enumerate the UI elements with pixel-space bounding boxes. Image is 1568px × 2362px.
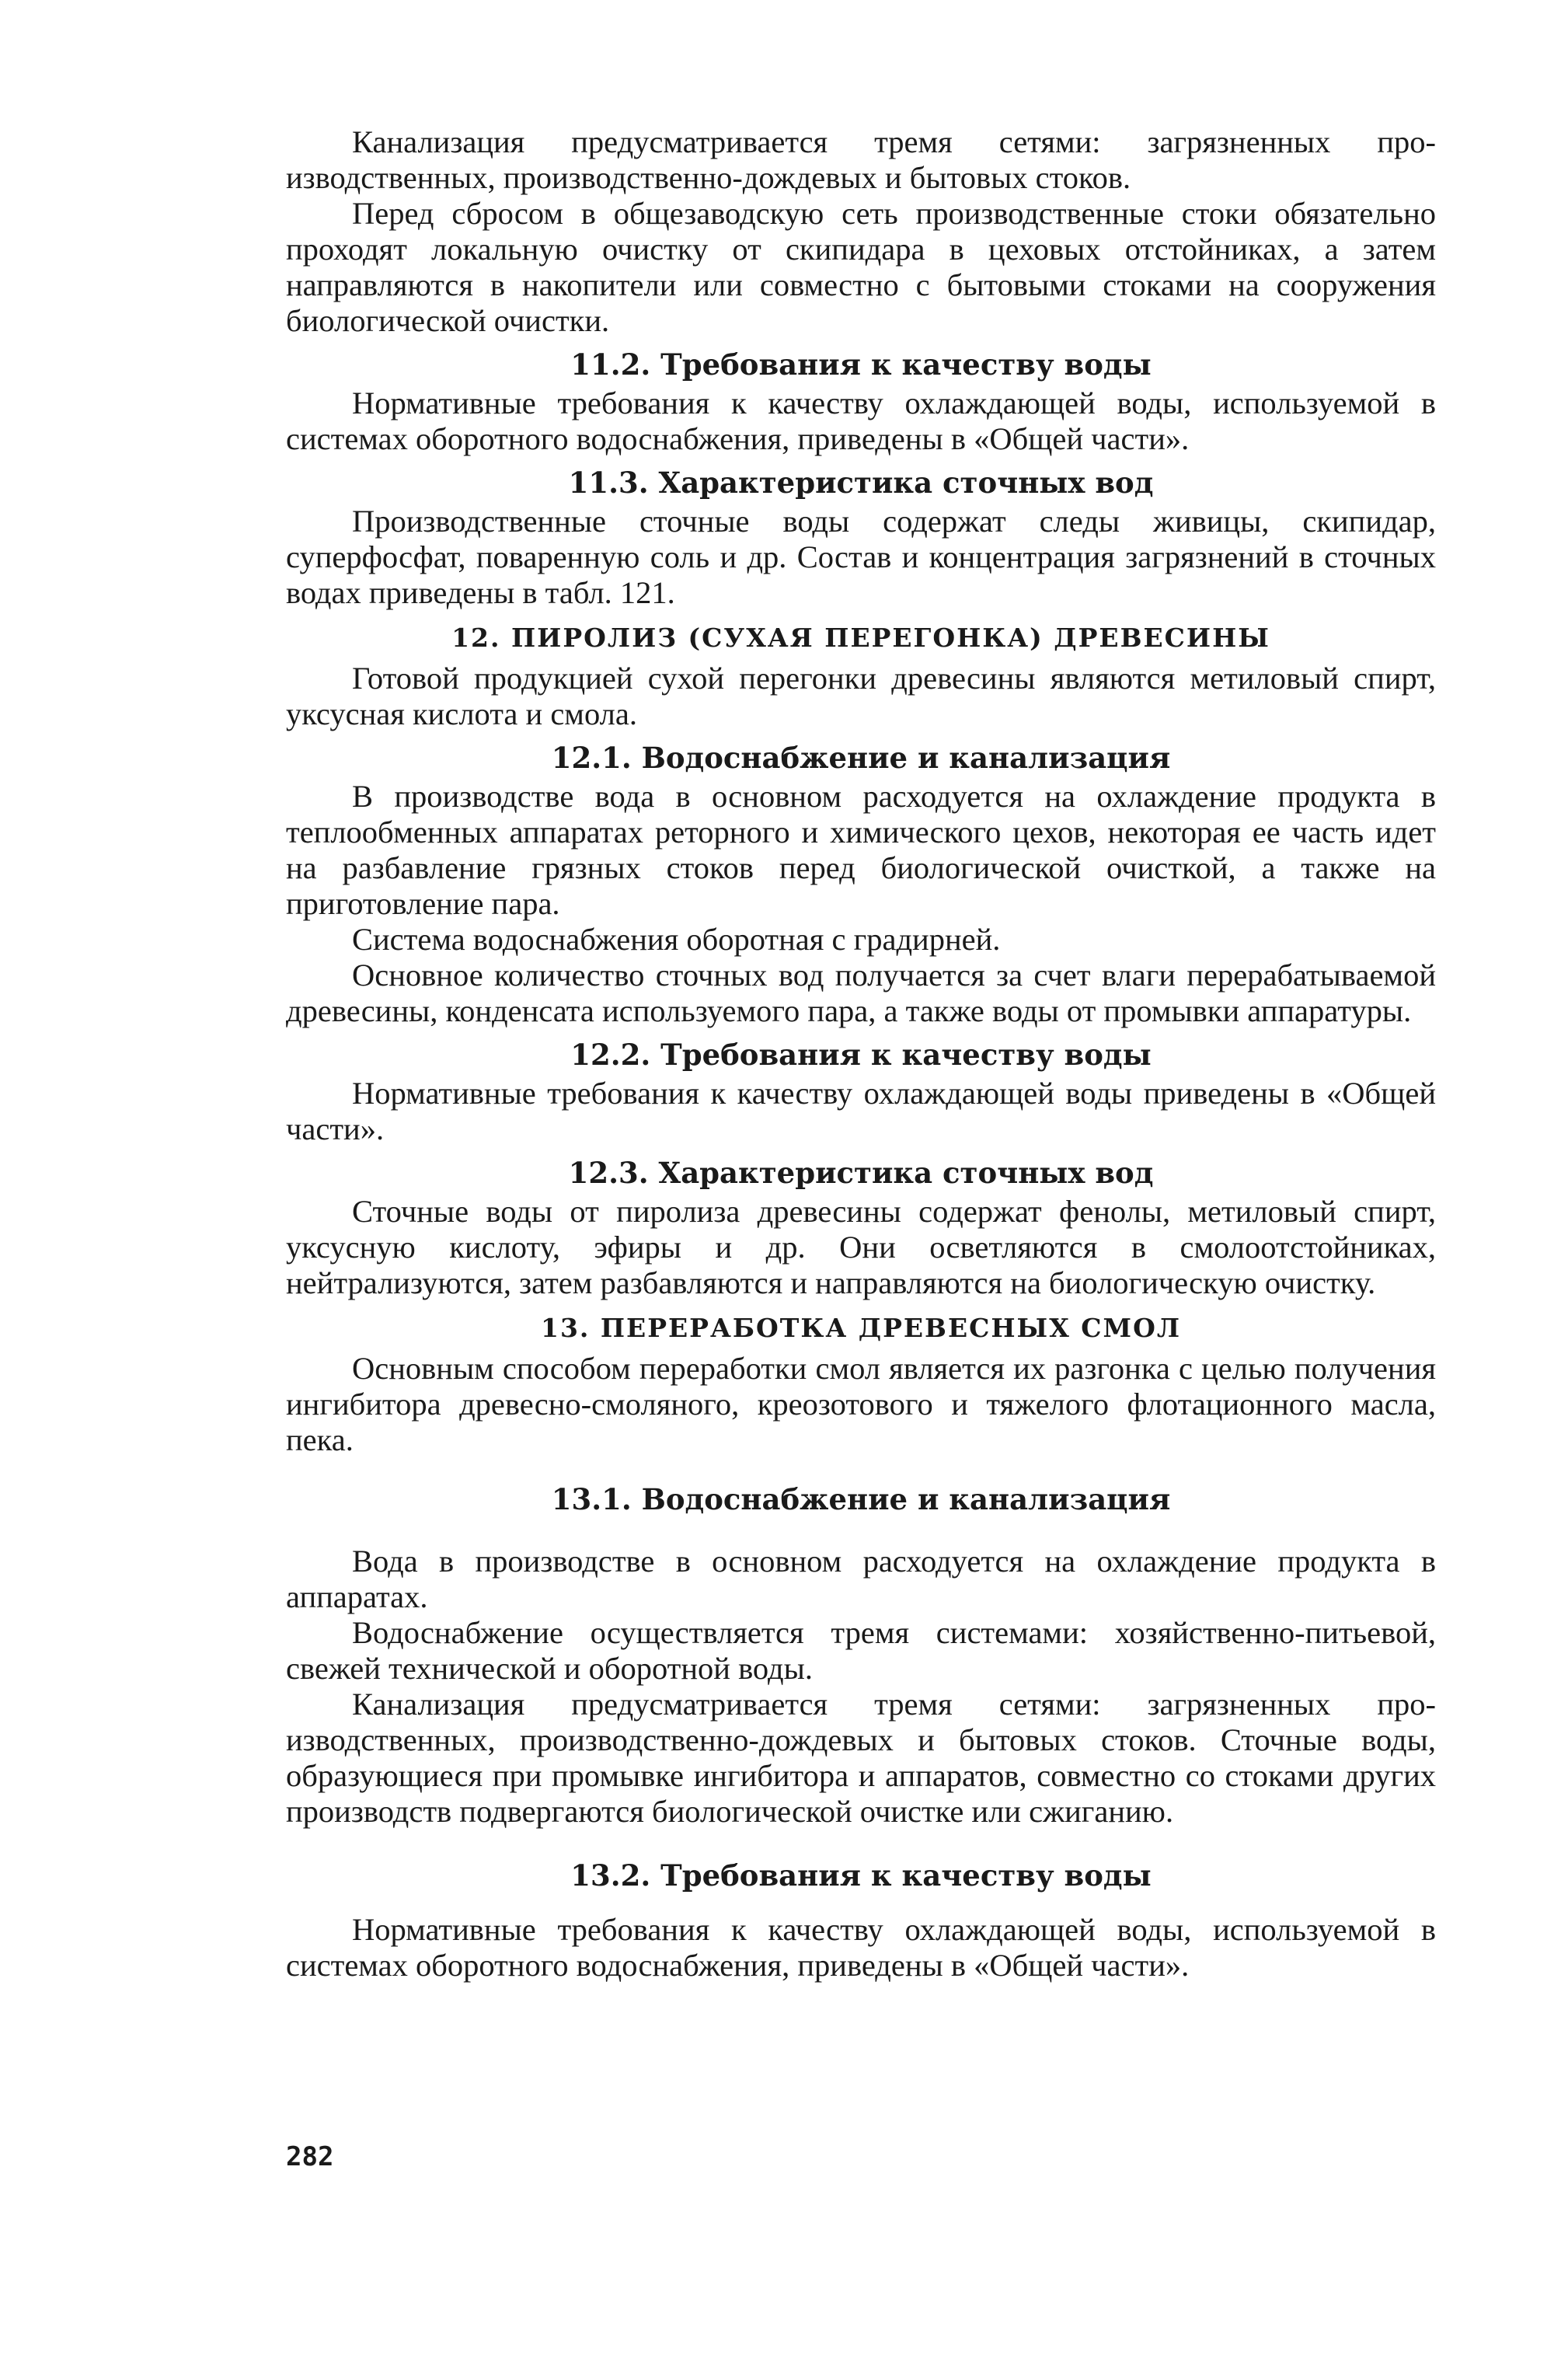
paragraph: Нормативные требования к качеству охлаждающей воды, используемой в системах оборотного водоснабжения, приведены в «Общей части». <box>286 1912 1436 1983</box>
paragraph: Перед сбросом в общезаводскую сеть производственные стоки обязательно проходят локальную очистку от скипидара в цеховых отстойниках, а затем направляются в накопители или совместно с бытовыми стоками на сооружения биологической очистки. <box>286 196 1436 338</box>
paragraph: Готовой продукцией сухой перегонки древесины являются метиловый спирт, уксусная кислота и смола. <box>286 661 1436 731</box>
paragraph: Водоснабжение осуществляется тремя системами: хозяйственно-питьевой, свежей технической и оборотной воды. <box>286 1615 1436 1686</box>
paragraph: Сточные воды от пиролиза древесины содержат фенолы, метиловый спирт, уксусную кислоту, эфиры и др. Они осветляются в смолоотстойниках, нейтрализуются, затем разбавляются и направляются на биологическую очистку. <box>286 1194 1436 1300</box>
paragraph: Нормативные требования к качеству охлаждающей воды, используемой в системах оборотного водоснабжения, приведены в «Общей части». <box>286 386 1436 456</box>
paragraph: Вода в производстве в основном расходуется на охлаждение продукта в аппаратах. <box>286 1544 1436 1614</box>
paragraph: Нормативные требования к качеству охлаждающей воды приведены в «Общей части». <box>286 1076 1436 1146</box>
paragraph: Основным способом переработки смол является их разгонка с целью получения ингибитора древесно-смоляного, креозотового и тяжелого флотационного масла, пека. <box>286 1351 1436 1457</box>
chapter-heading-12: 12. ПИРОЛИЗ (СУХАЯ ПЕРЕГОНКА) ДРЕВЕСИНЫ <box>451 623 1270 653</box>
section-heading-12-1: 12.1. Водоснабжение и канализация <box>551 741 1171 775</box>
paragraph: Канализация предусматривается тремя сетями: загрязненных производственных, производственно-дождевых и бытовых стоков. <box>286 124 1436 195</box>
chapter-heading-13: 13. ПЕРЕРАБОТКА ДРЕВЕСНЫХ СМОЛ <box>540 1313 1182 1343</box>
section-heading-13-1: 13.1. Водоснабжение и канализация <box>551 1482 1171 1516</box>
page-number: 282 <box>286 2141 334 2172</box>
section-heading-13-2: 13.2. Требования к качеству воды <box>570 1858 1152 1893</box>
page-body <box>286 124 1436 1983</box>
paragraph: Основное количество сточных вод получается за счет влаги перерабатываемой древесины, конденсата используемого пара, а также воды от промывки аппаратуры. <box>286 958 1436 1028</box>
section-heading-11-2: 11.2. Требования к качеству воды <box>570 347 1152 382</box>
section-heading-12-2: 12.2. Требования к качеству воды <box>570 1038 1152 1072</box>
section-heading-11-3: 11.3. Характеристика сточных вод <box>568 466 1154 500</box>
paragraph: Система водоснабжения оборотная с градирней. <box>352 922 1001 957</box>
paragraph: Производственные сточные воды содержат следы живицы, скипидар, суперфосфат, поваренную соль и др. Состав и концентрация загрязнений в сточных водах приведены в табл. 121. <box>286 504 1436 610</box>
paragraph: Канализация предусматривается тремя сетями: загрязненных производственных, производственно-дождевых и бытовых стоков. Сточные воды, образующиеся при промывке ингибитора и аппаратов, совместно со стоками других производств подвергаются биологической очистке или сжиганию. <box>286 1687 1436 1829</box>
paragraph: В производстве вода в основном расходуется на охлаждение продукта в теплообменных аппаратах реторного и химического цехов, некоторая ее часть идет на разбавление грязных стоков перед биологической очисткой, а также на приготовление пара. <box>286 779 1436 921</box>
section-heading-12-3: 12.3. Характеристика сточных вод <box>568 1156 1154 1190</box>
